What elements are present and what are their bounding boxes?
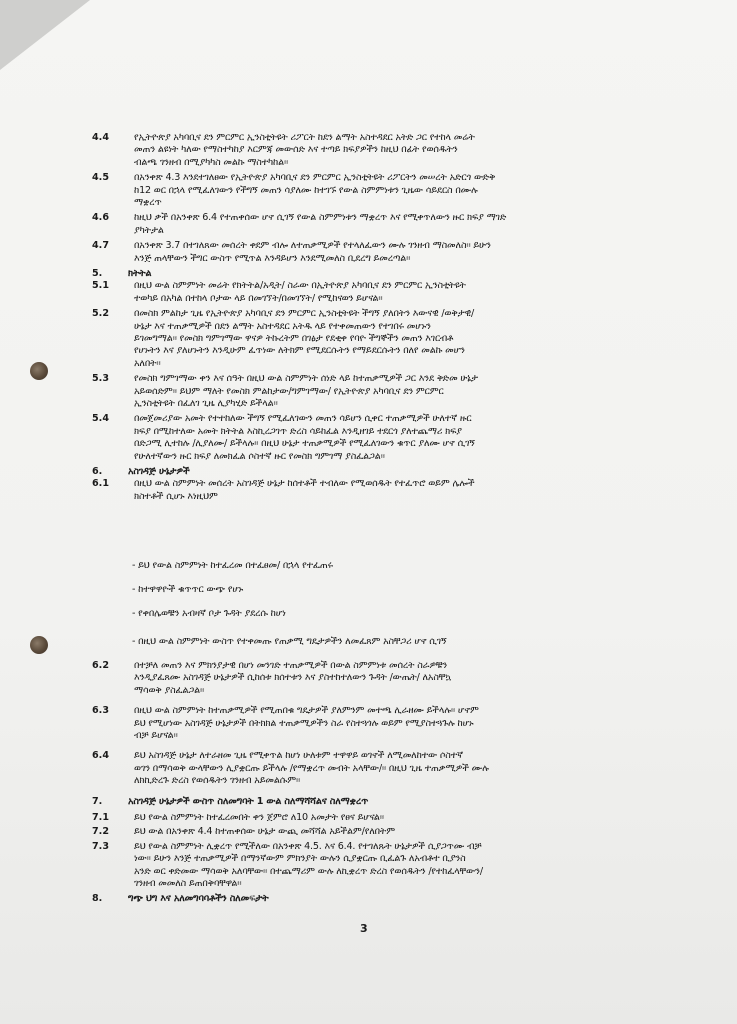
punch-hole xyxy=(30,636,48,654)
section-heading: ክትትል xyxy=(128,268,152,279)
paragraph-line: የሁለተኛውን ዙር ክፍያ ለመክፈል ሶስተኛ ዙር የመስክ ግምገማ ያስፈልጋል፡፡ xyxy=(134,450,385,462)
paragraph-line: በመጀመሪያው አመት የተተከለው ችግኝ የሚፈለገውን መጠን ሳይሆን ሲቀር ተጠቃሚዎች ሁለተኛ ዙር xyxy=(134,413,472,425)
section-number: 4.4 xyxy=(92,132,109,143)
paragraph-line: ለክኪድረጉ ድረስ የወሰዱትን ገንዘብ አይመልሱም፡፡ xyxy=(134,775,301,787)
punch-hole xyxy=(30,362,48,380)
section-number: 5. xyxy=(92,268,103,279)
paragraph-line: ይህ ውል በአንቀጽ 4.4 ከተጠቀሰው ሁኔታ ውጪ መሻሻል አይችልም/የለበትም xyxy=(134,826,395,838)
paragraph-line: በአንቀጽ 4.3 እንደተገለፀው የኢትዮጵያ አካባቢና ደን ምርምር ኢንስቲትዩት ሪፖርትን መሠረት አድርጎ ውድቅ xyxy=(134,172,496,184)
paragraph-line: ያካትታል xyxy=(134,224,164,236)
section-number: 5.4 xyxy=(92,413,109,425)
section-number: 5.3 xyxy=(92,373,109,385)
section-number: 7. xyxy=(92,795,103,807)
paragraph-line: ማቋረጥ xyxy=(134,197,162,208)
paragraph-line: - ይህ የውል ስምምነት ከተፈረመ በተፈፀመ/ በኋላ የተፈጠሩ xyxy=(132,560,333,571)
section-heading: አስገዳጅ ሁኔታዎች ውስጥ ስለመግባት 1 ውል ስለማሻሻልና ስለማቋረጥ xyxy=(128,795,369,807)
paragraph-line: ወገን በማሳወቅ ውላቸውን ሊያቋርጡ ይችላሉ /የማቋረጥ መብት አላቸው/፡፡ በዚህ ጊዜ ተጠቃሚዎች ሙሉ xyxy=(134,762,489,774)
paragraph-line: ነው፡፡ ይሁን እንጅ ተጠቃሚዎች በማንኛውም ምክንያት ውሉን ሲያቋርጡ ቢፈልጉ ለአብቶተ ቢያንስ xyxy=(134,853,466,865)
section-number: 5.2 xyxy=(92,308,109,320)
paragraph-line: በመስክ ምልከታ ጊዜ የኢትዮጵያ አካባቢና ደን ምርምር ኢንስቲትዩት ችግኝ ያለበትን እውናዊ /ወቅታዊ/ xyxy=(134,308,475,320)
section-number: 6.3 xyxy=(92,705,109,717)
paragraph-line: - የቀበሌወቹን አብዛኛ ቦታ ጉዳት ያደረሱ ከሆነ xyxy=(132,608,286,619)
paragraph-line: መጠን ልዩነት ካለው የማስተካከያ እርምጃ መውሰድ እና ተጣይ ክፍያዎችን ከዚህ በፊት የወሰዱትን xyxy=(134,144,458,156)
paragraph-line: አንድ ወር ቀድመው ማሳወቅ አለባቸው፡፡ በተጨማሪም ውሉ ለኪቋረጥ ድረስ የወሰዱትን /የተከፈላቸውን/ xyxy=(134,865,483,877)
paragraph-line: አይወሰድም፡፡ ይህም ማለት የመስክ ምልከታው/ግምገማው/ የኢትዮጵያ አካባቢና ደን ምርምር xyxy=(134,385,444,397)
section-heading: አስገዳጅ ሁኔታዎች xyxy=(128,466,190,477)
paragraph-line: ማሳወቅ ያስፈልጋል፡፡ xyxy=(134,684,205,696)
page-fold-shadow xyxy=(0,0,90,70)
section-number: 4.5 xyxy=(92,172,109,184)
section-number: 5.1 xyxy=(92,280,109,292)
paragraph-line: ሁኔታ እና ተጠቃሚዎች በደን ልማት አስተዳደር አትዱ ላይ የተቀመጠውን የተገበሩ መሆኑን xyxy=(134,320,431,332)
paragraph-line: ከ12 ወር በኋላ የሚፈለገውን የችግኝ መጠን ሳያለሙ ከተገኙ የውል ስምምነቱን ጊዜው ሳይደርስ በሙሉ xyxy=(134,184,478,196)
paragraph-line: የመስክ ግምገማው ቀን እና ሰዓት በዚህ ውል ስምምነት ሰነድ ላይ ከተጠቃሚዎች ጋር እንደ ቅድመ ሁኔታ xyxy=(134,373,478,385)
paragraph-line: በዚህ ውል ስምምነት መሬት የክትትል/አዲት/ ስራው በኢትዮጵያ አካባቢና ደን ምርምር ኢንስቲትዩት xyxy=(134,280,466,292)
paragraph-line: ይህ የውል ስምምነት ከተፈረመበት ቀን ጀምሮ ለ10 አመታት የፀና ይሆናል፡፡ xyxy=(134,812,384,823)
paragraph-line: እንጅ ጠላቸውን ችግር ውስጥ የሚጥል እንዳይሆን እንደሚመለስ ቢደረግ ይመረጣል፡፡ xyxy=(134,252,411,264)
paragraph-line: ይህ አስገዳጅ ሁኔታ ለተራዘመ ጊዜ የሚቀጥል ከሆነ ሁለቱም ተዋዋይ ወገኖች ለሚመለከተው ሶስተኛ xyxy=(134,750,463,762)
paragraph-line: ብቻ ይሆናል፡፡ xyxy=(134,730,178,741)
section-number: 7.1 xyxy=(92,812,109,823)
paragraph-line: - ከተዋዋዮች ቁጥጥር ውጭ የሆኑ xyxy=(132,584,244,595)
paragraph-line: ይገመግማል፡፡ የመስክ ግምገማው ዋናዎ ትኩረትም በገፅታ የደቂቀ የባዮ ችግኞችን መጠን እገርብቶ xyxy=(134,333,454,344)
paragraph-line: ተወካይ በአካል በተከላ ቦታው ላይ በመገኘት/በመገኘት/ የሚከናወን ይሆናል፡፡ xyxy=(134,292,383,304)
paragraph-line: ብልጫ ገንዘብ በሚያካካስ መልኩ ማስተካከል፡፡ xyxy=(134,156,289,168)
paragraph-line: ይህ የሚሆነው አስገዳጅ ሁኔታዎች በትክክል ተጠቃሚዎችን ስራ የስተጓጎሉ ወይም የሚያስተጓጉሉ ከሆኑ xyxy=(134,717,474,729)
section-number: 6.4 xyxy=(92,750,109,762)
paragraph-line: ክፍያ በሚከተለው አመት ክትትል እስኪረጋገጥ ድረስ ሳይከፈል እንዲዘገይ ተደርጎ ያለተጨማሪ ክፍያ xyxy=(134,425,462,437)
paragraph-line: በተቻለ መጠን እና ምክንያታዊ በሆነ መንገድ ተጠቃሚዎች በውል ስምምነቱ መሰረት ስራዎቹን xyxy=(134,660,448,671)
paragraph-line: እንዲያፈጸሙ አስገዳጅ ሁኔታዎች ሲከሰቱ ክሰተቱን እና ያስተከተለውን ጉዳት /ውጤት/ ለአስቸኳ xyxy=(134,672,452,684)
paragraph-line: ክስተቶች ሲሆኑ እነዚህም xyxy=(134,490,218,502)
paragraph-line: የሆኑትን እና ያለሆኑትን እንዲሁም ፈጥነው ለትክም የሚደርሱትን የማይደርሱትን በለየ መልኩ መሆን xyxy=(134,345,465,357)
section-number: 6.1 xyxy=(92,478,109,490)
paragraph-line: በአንቀጽ 3.7 በተገለጸው መሰረት ቀደም ብሎ ለተጠቃሚዎች የተላለፈውን ሙሉ ገንዘብ ማስመለስ፡፡ ይሁን xyxy=(134,240,491,252)
paragraph-line: በዚህ ውል ስምምነት ከተጠቃሚዎች የሚጠበቁ ግዴታዎች ያለምንም መተጫ ሊራዘሙ ይችላሉ፡፡ ሆኖም xyxy=(134,705,479,717)
section-number: 6.2 xyxy=(92,660,109,671)
paragraph-line: ከዚህ ቃች በአንቀጽ 6.4 የተጠቀሰው ሆኖ ሲገኝ የውል ስምምነቱን ማቋረጥ እና የሚቀጥለውን ዙር ክፍያ ማገድ xyxy=(134,212,507,224)
paragraph-line: ይህ የውል ስምምነት ሊቋረጥ የሚችለው በአንቀጽ 4.5. እና 6.4. የተገለጹት ሁኔታዎች ሲያጋጥሙ ብቻ xyxy=(134,840,482,852)
section-number: 4.6 xyxy=(92,212,109,224)
section-number: 6. xyxy=(92,466,103,477)
section-number: 7.3 xyxy=(92,840,109,852)
paragraph-line: በድጋሚ ሊተከሉ /ሊያለሙ/ ይችላሉ፡፡ በዚህ ሁኔታ ተጠቃሚዎች የሚፈለገውን ቁጥር ያለሙ ሆኖ ሲገኝ xyxy=(134,438,475,450)
paragraph-line: የኢትዮጵያ አካባቢና ደን ምርምር ኢንስቲትዩት ሪፖርት ከደን ልማት አስተዳደር አትድ ጋር የተከላ መሬት xyxy=(134,132,475,143)
paragraph-line: ኢንስቲትዩት በፈለገ ጊዜ ሊያካሂድ ይችላል፡፡ xyxy=(134,398,278,409)
section-number: 4.7 xyxy=(92,240,109,252)
section-number: 8. xyxy=(92,893,103,905)
paragraph-line: በዚህ ውል ስምምነት መሰረት አስገዳጅ ሁኔታ ከሰተቶች ተብለው የሚወሰዱት የተፈጥሮ ወይም ሌሎች xyxy=(134,478,475,490)
page-number: 3 xyxy=(360,922,368,935)
section-heading: ግጭ ህግ እና አለመግባባቶችን ስለመፍታት xyxy=(128,893,269,905)
paragraph-line: አለበት፡፡ xyxy=(134,357,161,369)
paragraph-line: ገንዘብ መመለስ ይጠበቅባቸዋል፡፡ xyxy=(134,878,242,889)
section-number: 7.2 xyxy=(92,826,109,838)
paragraph-line: - በዚህ ውል ስምምነት ውስጥ የተቀመጡ የጠቃሚ ግዴታዎችን ለመፈጸም አስቸጋሪ ሆኖ ሲገኝ xyxy=(132,636,447,647)
